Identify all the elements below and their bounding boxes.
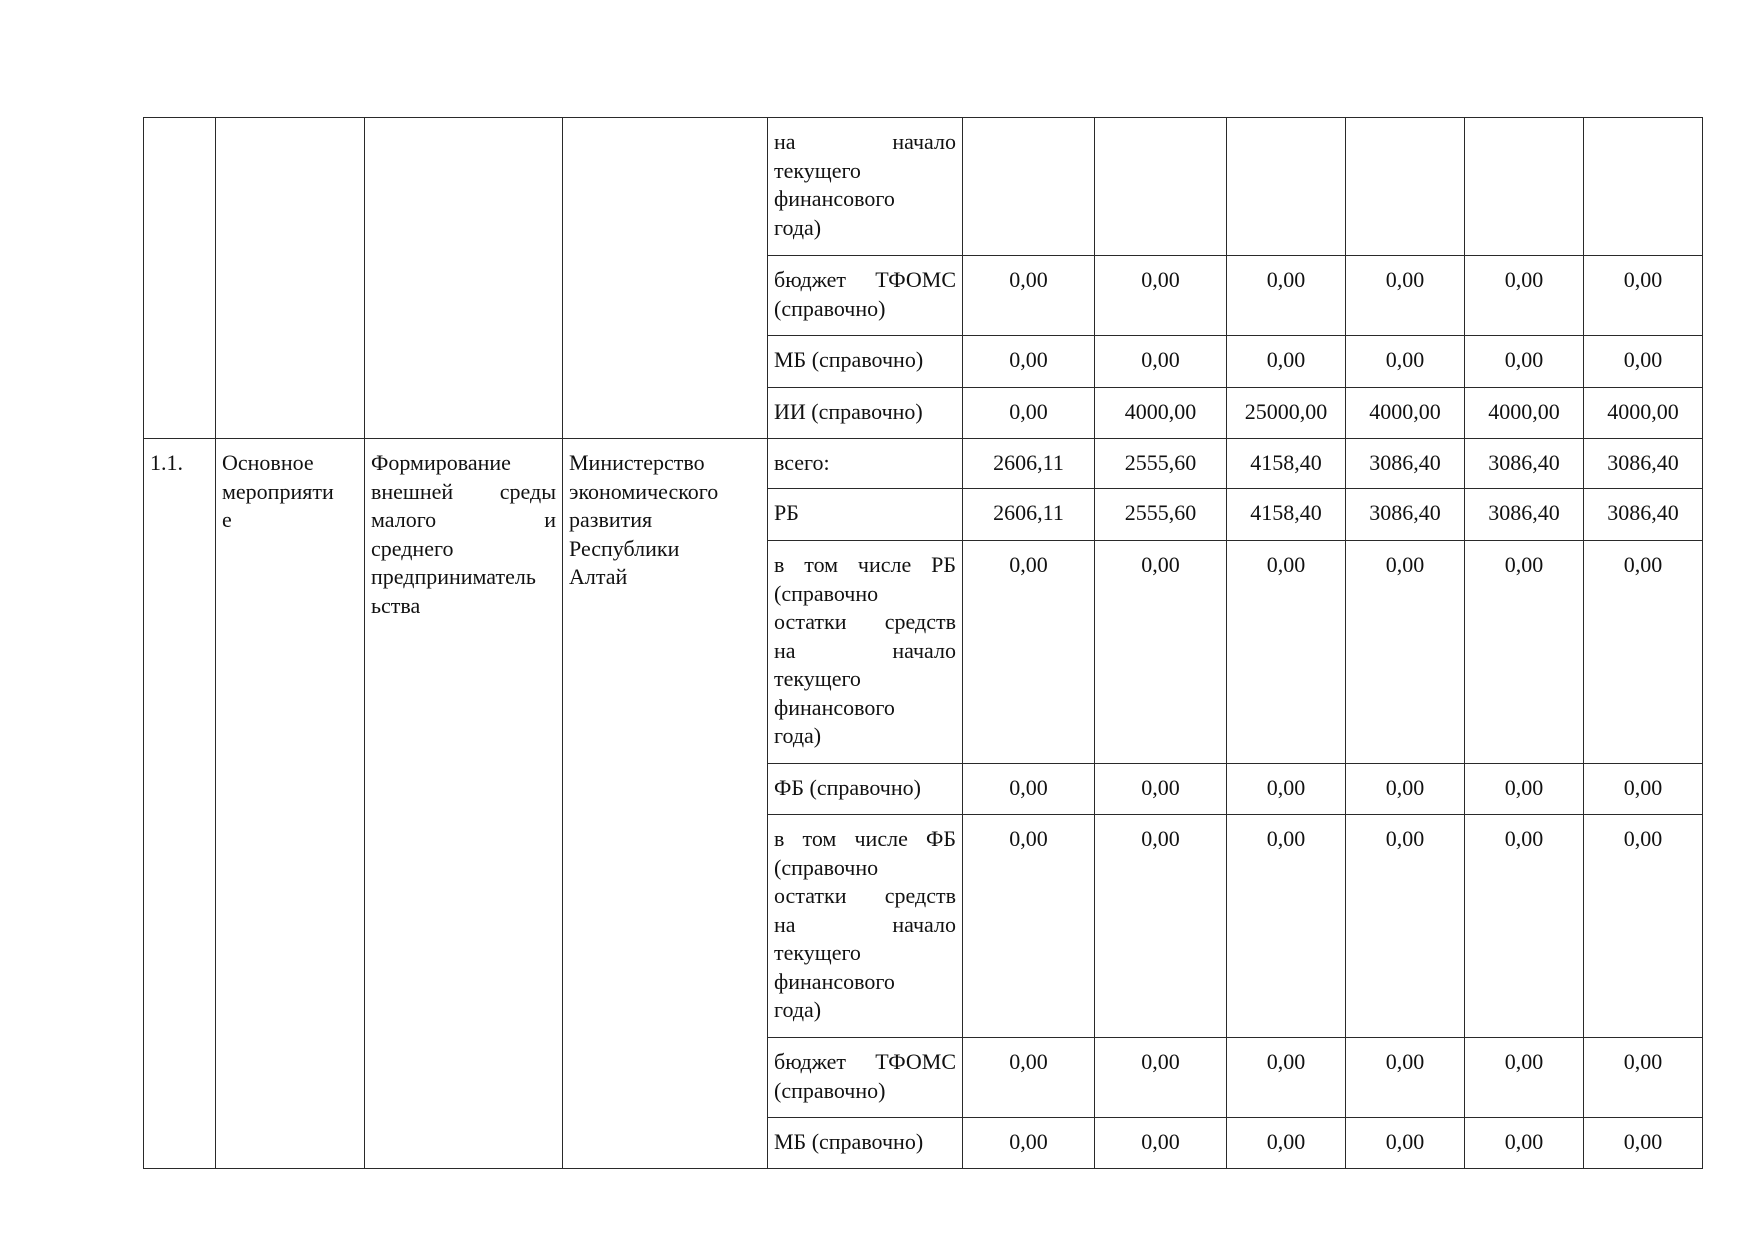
source-line: текущего xyxy=(774,666,861,691)
source-line: на начало xyxy=(774,637,956,663)
value-cell: 0,00 xyxy=(1095,256,1227,336)
name-line: предприниматель xyxy=(371,564,536,589)
value-cell: 3086,40 xyxy=(1465,439,1584,489)
value-cell: 4000,00 xyxy=(1095,388,1227,439)
value-cell: 4000,00 xyxy=(1346,388,1465,439)
source-line: остатки средств xyxy=(774,609,956,634)
value-cell: 0,00 xyxy=(1465,1118,1584,1169)
value-cell xyxy=(1465,118,1584,256)
executor-line: развития xyxy=(569,507,653,532)
value-cell: 0,00 xyxy=(963,336,1095,388)
value-cell: 4000,00 xyxy=(1584,388,1703,439)
value-cell: 0,00 xyxy=(1584,1118,1703,1169)
value-cell xyxy=(1095,118,1227,256)
value-cell: 0,00 xyxy=(1346,336,1465,388)
value-cell: 0,00 xyxy=(1095,1118,1227,1169)
source-line: (справочно xyxy=(774,580,879,606)
value-cell xyxy=(1227,118,1346,256)
value-cell: 0,00 xyxy=(1465,256,1584,336)
value-cell: 0,00 xyxy=(1346,764,1465,815)
funding-source-cell: всего: xyxy=(768,439,963,489)
value-cell: 0,00 xyxy=(963,764,1095,815)
source-line: бюджет ТФОМС xyxy=(774,267,956,292)
source-line: (справочно xyxy=(774,854,879,880)
status-line: мероприяти xyxy=(222,478,334,504)
value-cell: 0,00 xyxy=(963,388,1095,439)
value-cell: 0,00 xyxy=(1584,336,1703,388)
value-cell: 0,00 xyxy=(1095,1038,1227,1118)
value-cell: 2606,11 xyxy=(963,489,1095,541)
financing-table xyxy=(143,117,1703,1169)
name-line: Формирование xyxy=(371,450,511,475)
funding-source-cell xyxy=(768,815,963,1038)
value-cell: 0,00 xyxy=(1584,1038,1703,1118)
executor-line: Республики xyxy=(569,535,680,561)
value-cell: 0,00 xyxy=(1227,1038,1346,1118)
value-cell: 3086,40 xyxy=(1346,489,1465,541)
name-line: ьства xyxy=(371,592,421,618)
value-cell: 0,00 xyxy=(1095,336,1227,388)
value-cell: 0,00 xyxy=(963,541,1095,764)
value-cell: 0,00 xyxy=(1227,336,1346,388)
value-cell: 2606,11 xyxy=(963,439,1095,489)
value-cell: 25000,00 xyxy=(1227,388,1346,439)
status-line: е xyxy=(222,507,232,532)
source-line: текущего xyxy=(774,157,861,183)
value-cell: 0,00 xyxy=(1095,815,1227,1038)
source-line: года) xyxy=(774,214,822,240)
funding-source-cell xyxy=(768,1038,963,1118)
value-cell xyxy=(1346,118,1465,256)
value-cell: 0,00 xyxy=(963,815,1095,1038)
funding-source-cell xyxy=(768,256,963,336)
name-cell xyxy=(365,118,563,439)
value-cell: 0,00 xyxy=(963,1118,1095,1169)
value-cell: 0,00 xyxy=(1465,541,1584,764)
source-line: на начало xyxy=(774,129,956,154)
value-cell: 4158,40 xyxy=(1227,439,1346,489)
value-cell: 2555,60 xyxy=(1095,439,1227,489)
value-cell: 0,00 xyxy=(1227,256,1346,336)
source-line: финансового xyxy=(774,186,895,211)
status-cell xyxy=(216,118,365,439)
value-cell: 0,00 xyxy=(1095,764,1227,815)
value-cell: 0,00 xyxy=(1227,541,1346,764)
value-cell: 3086,40 xyxy=(1584,439,1703,489)
funding-source-cell xyxy=(768,541,963,764)
status-line: Основное xyxy=(222,450,314,475)
value-cell: 0,00 xyxy=(1584,541,1703,764)
value-cell: 3086,40 xyxy=(1465,489,1584,541)
value-cell: 4000,00 xyxy=(1465,388,1584,439)
executor-line: Министерство xyxy=(569,450,705,475)
value-cell: 0,00 xyxy=(1465,1038,1584,1118)
value-cell xyxy=(1584,118,1703,256)
value-cell xyxy=(963,118,1095,256)
funding-source-cell: ФБ (справочно) xyxy=(768,764,963,815)
index-cell: 1.1. xyxy=(144,439,216,1169)
value-cell: 0,00 xyxy=(963,256,1095,336)
source-line: финансового xyxy=(774,694,895,720)
table-row xyxy=(144,118,1703,256)
executor-line: Алтай xyxy=(569,564,628,589)
status-cell xyxy=(216,439,365,1169)
source-line: (справочно) xyxy=(774,1077,886,1103)
index-cell xyxy=(144,118,216,439)
value-cell: 0,00 xyxy=(1465,815,1584,1038)
funding-source-cell: МБ (справочно) xyxy=(768,1118,963,1169)
funding-source-cell: ИИ (справочно) xyxy=(768,388,963,439)
source-line: года) xyxy=(774,997,822,1022)
executor-cell xyxy=(563,439,768,1169)
value-cell: 0,00 xyxy=(1346,541,1465,764)
value-cell: 0,00 xyxy=(963,1038,1095,1118)
source-line: на начало xyxy=(774,911,956,937)
value-cell: 0,00 xyxy=(1346,1118,1465,1169)
value-cell: 0,00 xyxy=(1346,815,1465,1038)
value-cell: 0,00 xyxy=(1095,541,1227,764)
value-cell: 0,00 xyxy=(1584,815,1703,1038)
value-cell: 0,00 xyxy=(1465,764,1584,815)
value-cell: 3086,40 xyxy=(1584,489,1703,541)
name-line: внешней среды xyxy=(371,478,556,504)
funding-source-cell: МБ (справочно) xyxy=(768,336,963,388)
executor-line: экономического xyxy=(569,478,719,504)
value-cell: 0,00 xyxy=(1227,764,1346,815)
value-cell: 0,00 xyxy=(1227,815,1346,1038)
value-cell: 0,00 xyxy=(1584,764,1703,815)
source-line: в том числе ФБ xyxy=(774,826,956,851)
source-line: бюджет ТФОМС xyxy=(774,1049,956,1074)
name-line: малого и xyxy=(371,507,556,532)
table-row xyxy=(144,439,1703,489)
source-line: (справочно) xyxy=(774,295,886,321)
funding-source-cell: РБ xyxy=(768,489,963,541)
source-line: года) xyxy=(774,723,822,748)
funding-source-cell xyxy=(768,118,963,256)
name-line: среднего xyxy=(371,535,454,561)
value-cell: 3086,40 xyxy=(1346,439,1465,489)
value-cell: 4158,40 xyxy=(1227,489,1346,541)
value-cell: 0,00 xyxy=(1227,1118,1346,1169)
source-line: в том числе РБ xyxy=(774,552,956,577)
value-cell: 0,00 xyxy=(1346,1038,1465,1118)
value-cell: 0,00 xyxy=(1465,336,1584,388)
source-line: остатки средств xyxy=(774,883,956,908)
value-cell: 0,00 xyxy=(1346,256,1465,336)
executor-cell xyxy=(563,118,768,439)
value-cell: 0,00 xyxy=(1584,256,1703,336)
source-line: текущего xyxy=(774,940,861,965)
value-cell: 2555,60 xyxy=(1095,489,1227,541)
source-line: финансового xyxy=(774,968,895,994)
name-cell xyxy=(365,439,563,1169)
